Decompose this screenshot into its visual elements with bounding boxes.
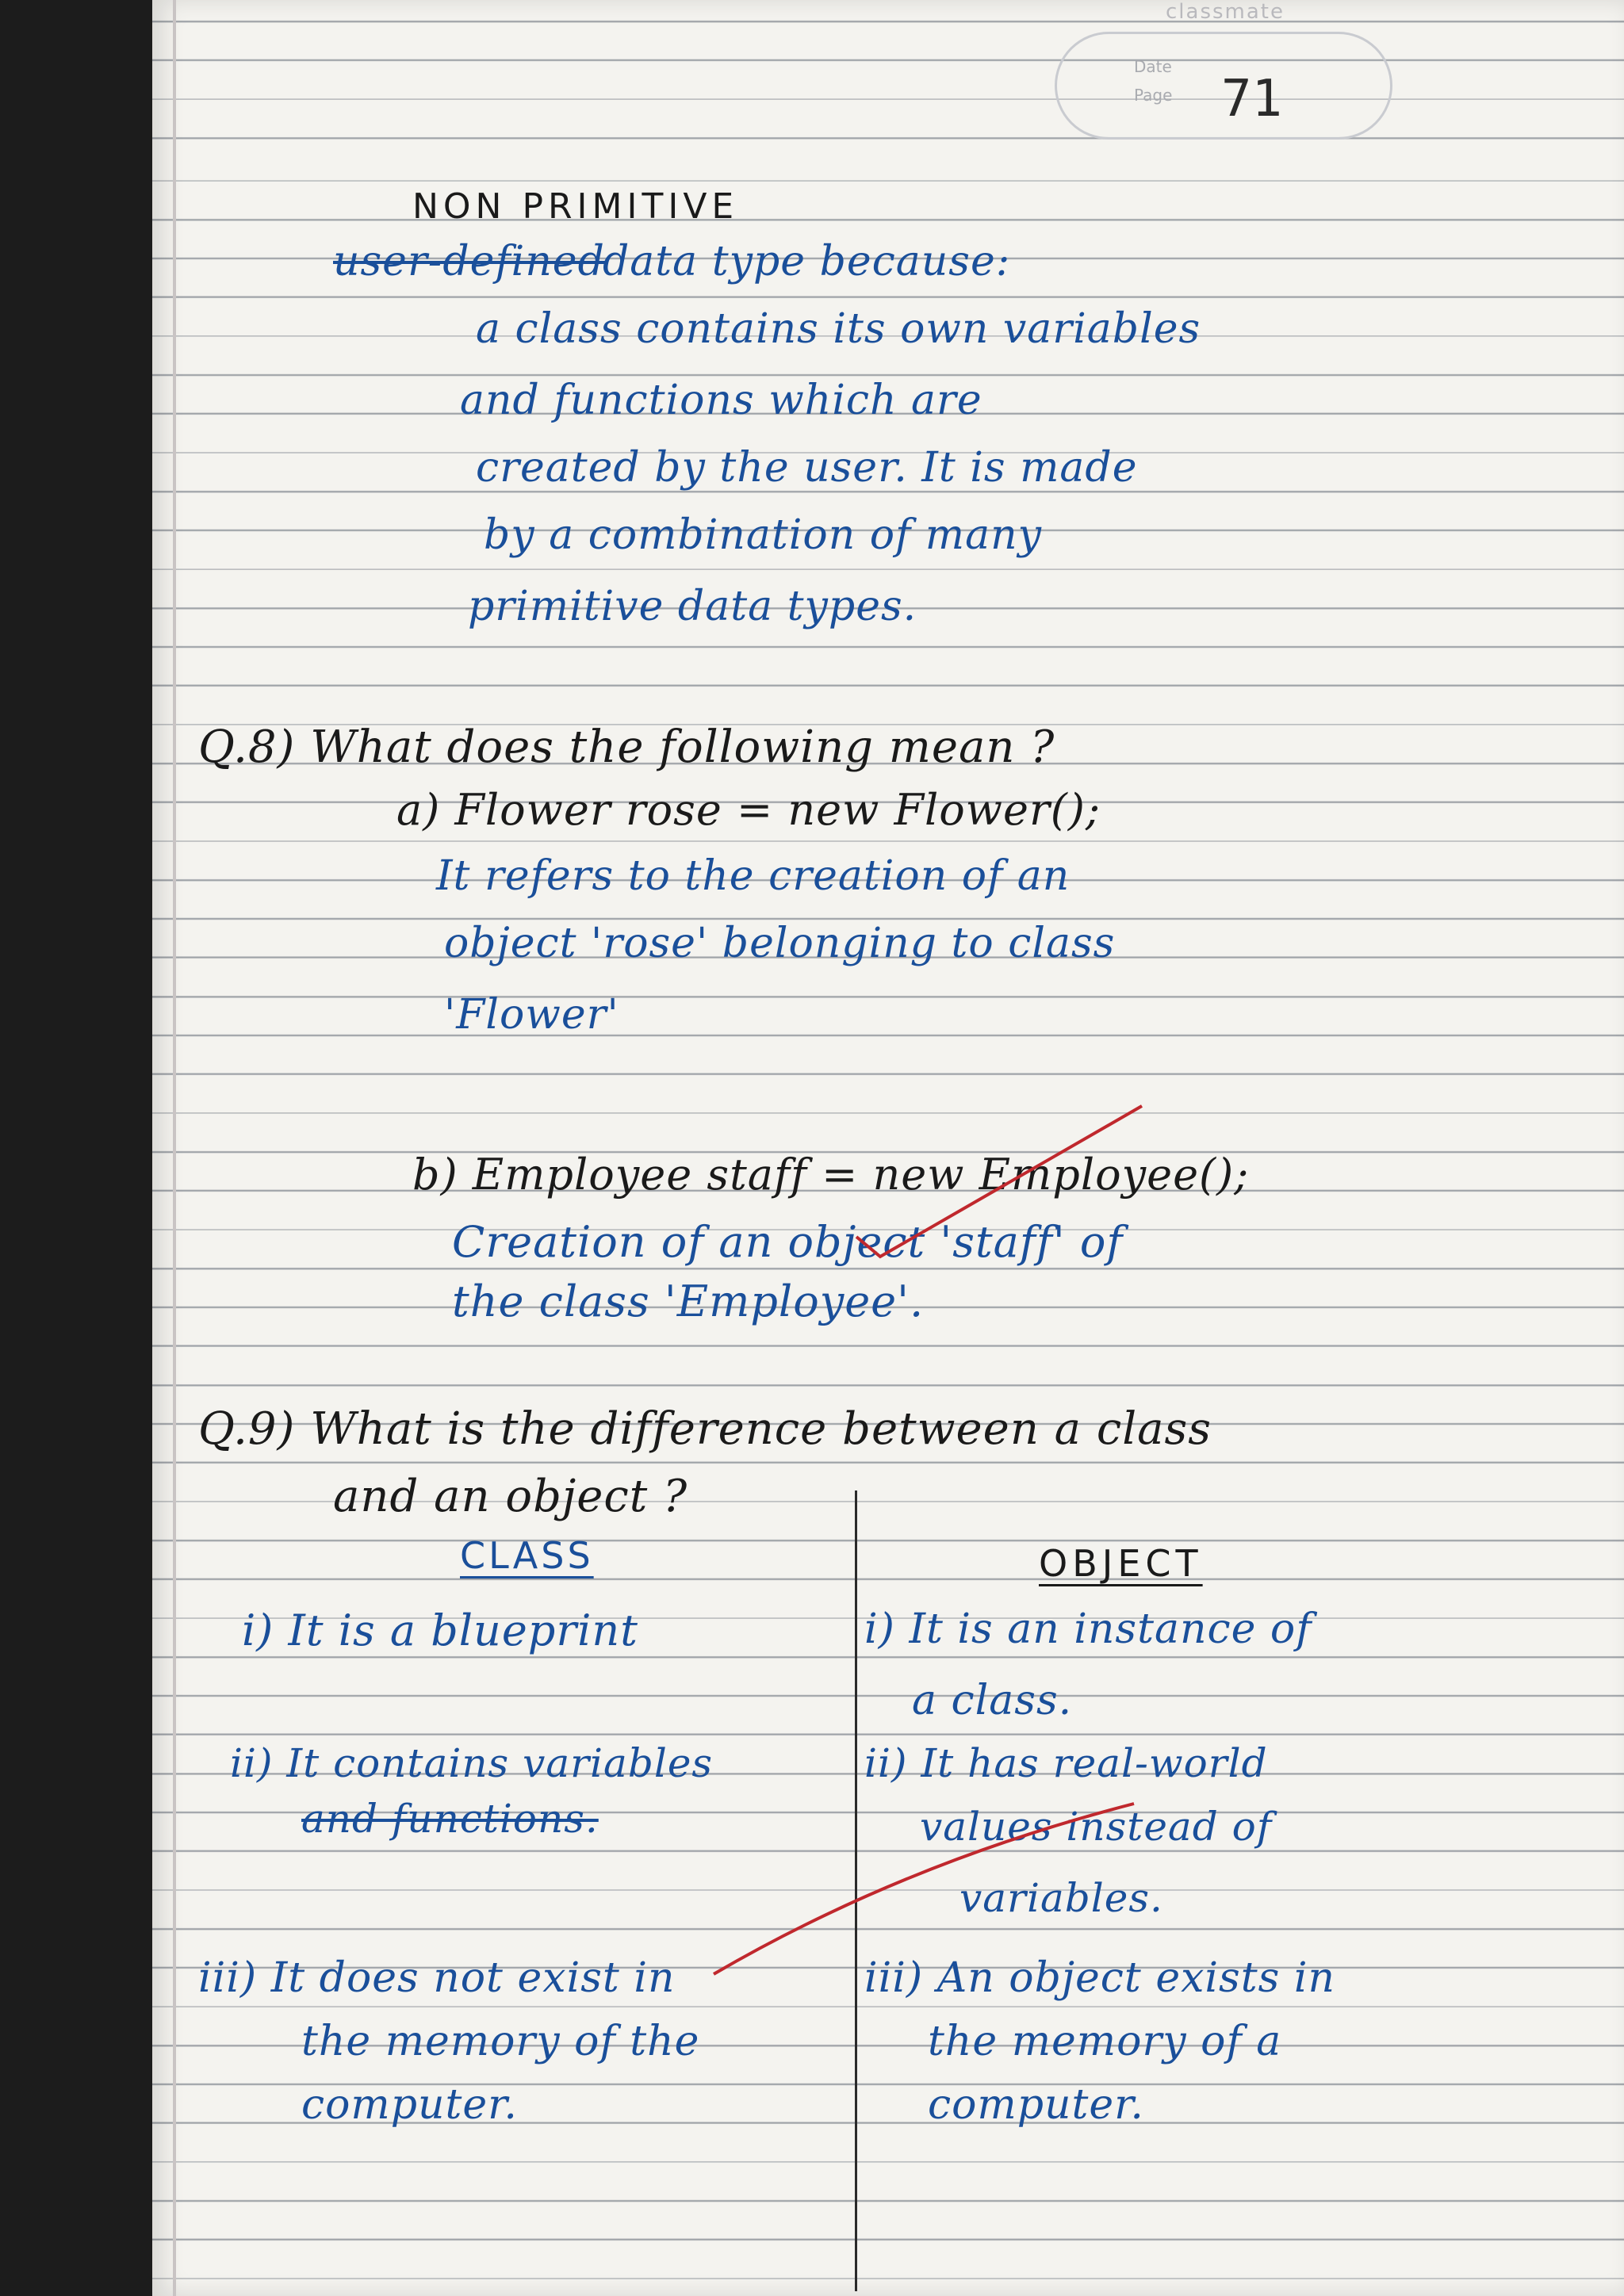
page-label: Page: [1134, 86, 1173, 105]
struck-text: user-defined: [333, 238, 605, 285]
red-tick-mark: [833, 1102, 1150, 1261]
red-tick-mark: [698, 1800, 1142, 1990]
object-point: i) It is an instance of: [864, 1605, 1312, 1653]
q8-answer-b-line: the class 'Employee'.: [452, 1276, 925, 1326]
object-point: ii) It has real-world: [864, 1740, 1268, 1786]
intro-line: a class contains its own variables: [476, 305, 1201, 353]
intro-line: and functions which are: [460, 377, 982, 424]
class-point: i) It is a blueprint: [242, 1605, 638, 1655]
class-point-struck: and functions.: [301, 1796, 599, 1842]
object-point: the memory of a: [928, 2018, 1282, 2065]
object-column-header: OBJECT: [1039, 1542, 1203, 1585]
object-point: values instead of: [920, 1804, 1273, 1850]
class-column-header: CLASS: [460, 1534, 594, 1577]
intro-line: created by the user. It is made: [476, 444, 1138, 492]
q8-answer-b-line: Creation of an object 'staff' of: [452, 1217, 1124, 1267]
question-9-line: and an object ?: [333, 1471, 688, 1522]
class-point: ii) It contains variables: [230, 1740, 714, 1786]
q8-answer-a-line: object 'rose' belonging to class: [444, 920, 1116, 967]
intro-line: primitive data types.: [468, 583, 917, 630]
intro-line: data type because:: [603, 238, 1011, 285]
object-point: iii) An object exists in: [864, 1954, 1335, 2002]
class-point: iii) It does not exist in: [198, 1954, 676, 2002]
q8-answer-a-line: 'Flower': [444, 991, 619, 1039]
date-label: Date: [1134, 57, 1172, 76]
q8-part-b-code: b) Employee staff = new Employee();: [412, 1150, 1250, 1200]
class-point: the memory of the: [301, 2018, 700, 2065]
object-point: a class.: [912, 1677, 1073, 1724]
q8-part-a-code: a) Flower rose = new Flower();: [396, 785, 1101, 835]
object-point: variables.: [959, 1875, 1163, 1921]
q8-answer-a-line: It refers to the creation of an: [436, 852, 1071, 900]
class-point: computer.: [301, 2081, 518, 2129]
question-8: Q.8) What does the following mean ?: [198, 721, 1055, 773]
brand-logo: classmate: [1166, 0, 1285, 24]
question-9-line: Q.9) What is the difference between a class: [198, 1403, 1212, 1455]
section-heading: NON PRIMITIVE: [412, 186, 739, 227]
intro-line: by a combination of many: [484, 511, 1042, 559]
margin-line: [173, 0, 176, 2296]
object-point: computer.: [928, 2081, 1144, 2129]
page-number: 71: [1221, 70, 1283, 128]
